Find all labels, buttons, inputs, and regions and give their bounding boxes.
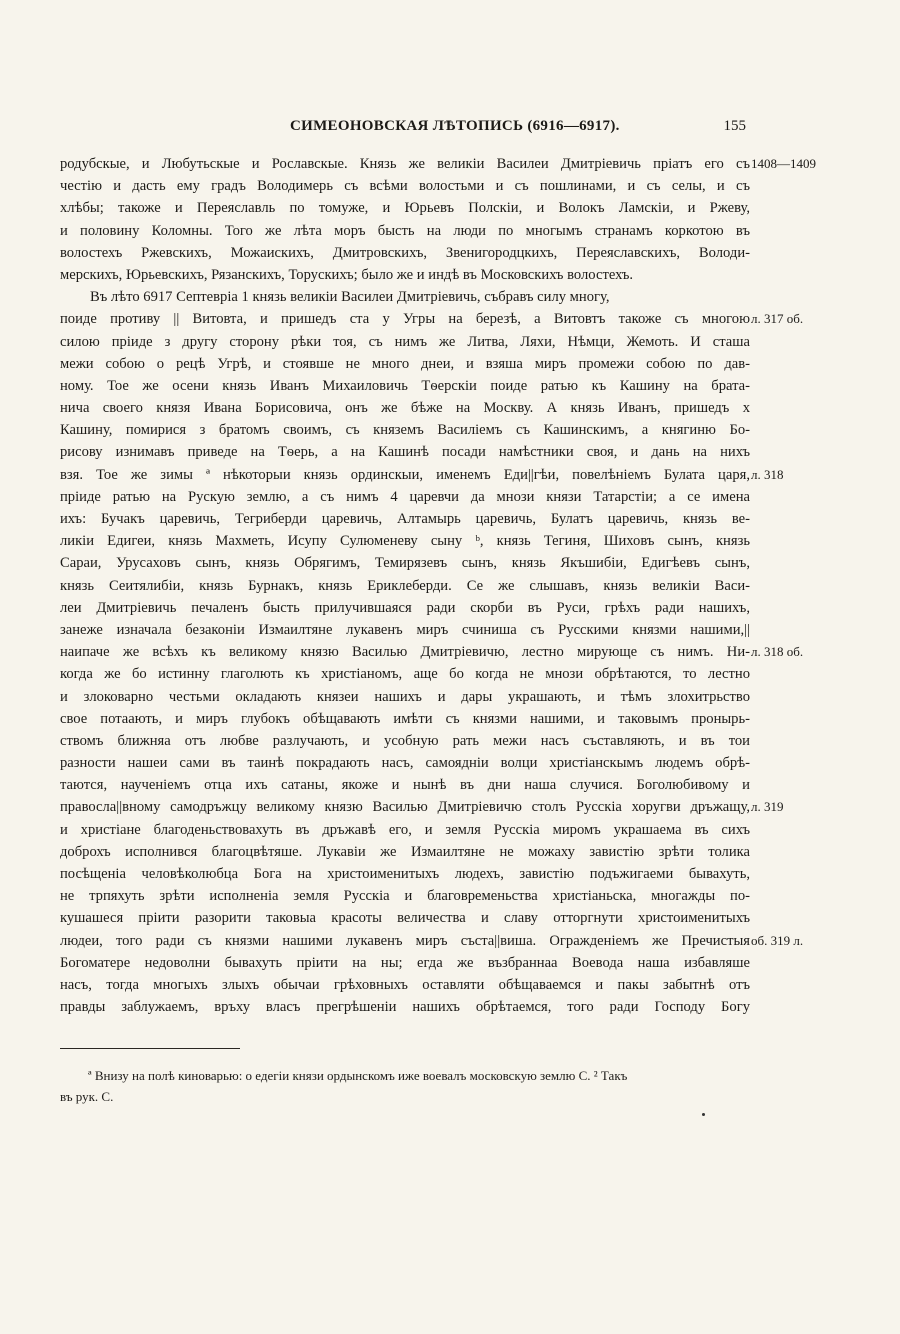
text-line (60, 419, 750, 441)
text-line (60, 375, 750, 397)
page-number: 155 (723, 118, 746, 134)
line-text: силою пріиде з другу сторону рѣки тоя, съ нимъ же Литва, Ляхи, Нѣмци, Жемоть. И сташа (60, 333, 750, 350)
text-line (60, 486, 750, 508)
text-line (60, 575, 750, 597)
text-line (60, 597, 750, 619)
text-line (60, 175, 750, 197)
text-line (60, 774, 750, 796)
text-line (60, 930, 804, 952)
margin-note: л. 317 об. (751, 311, 804, 327)
line-text: таются, наученіемъ отца ихъ сатаны, якоже и нынѣ въ дни наша случися. Боголюбивому и (60, 777, 750, 794)
line-text: и христіане благоденьствовахуть въ дръжавѣ его, и земля Русскіа миромъ украшаема въ сихъ (60, 821, 750, 838)
text-line (60, 907, 750, 929)
ink-speck (702, 1113, 705, 1116)
line-text: хлѣбы; такоже и Переяславль по томуже, и Юрьевъ Полскіи, и Волокъ Ламскіи, и Ржеву, (60, 200, 750, 217)
footnote-text: ª Внизу на полѣ киноварью: о едегіи князи ордынскомъ иже воевалъ московскую землю С. ² Такъ (88, 1068, 628, 1083)
text-line (60, 619, 750, 641)
text-line (60, 863, 750, 885)
text-line (60, 353, 750, 375)
line-text: кушашеся пріити разорити таковыа красоты величества и славу отторгнути христоименитыхъ (60, 910, 750, 927)
line-text: и злоковарно честьми окладають князеи нашихъ и дары украшають, и тѣмъ злохитрьство (60, 688, 750, 705)
margin-note: об. 319 л. (751, 932, 804, 948)
text-line (60, 464, 784, 486)
text-line (60, 286, 750, 308)
text-line (60, 841, 750, 863)
line-text: когда же бо истинну глаголють къ христіаномъ, аще бо когда не мнози обрѣтаются, то лестно (60, 666, 750, 683)
footnote-line (60, 1086, 750, 1107)
line-text: не трпяхуть зрѣти исполненіа земля Русскіа и благовременьства христіаньска, многажды по- (60, 888, 750, 905)
text-line (60, 264, 750, 286)
line-text: рисову изнимавъ приведе на Тѳерь, а на Кашинѣ посади намѣстники своя, и дань на нихъ (60, 444, 750, 461)
chronicle-text (60, 153, 816, 1018)
margin-note: л. 318 об. (751, 644, 804, 660)
footnote-text: въ рук. С. (60, 1089, 114, 1104)
text-line (60, 397, 750, 419)
text-line (60, 552, 750, 574)
line-text: волостехъ Ржевскихъ, Можаискихъ, Дмитровскихъ, Звенигородцкихъ, Переяславскихъ, Володи- (60, 244, 750, 261)
line-text: Кашину, помирися з братомъ своимъ, съ княземъ Василіемъ съ Кашинскимъ, а княгиню Бо- (60, 422, 750, 439)
line-text: ному. Тое же осени князь Иванъ Михаиловичь Тѳерскіи поиде ратью къ Кашину на брата- (60, 377, 750, 394)
line-text: насъ, тогда многыхъ злыхъ обычаи грѣховныхъ оставляти обѣщаваемся и пакы забытнѣ отъ (60, 976, 750, 993)
footnotes (60, 1065, 750, 1107)
text-line (60, 197, 750, 219)
line-text: нича своего князя Ивана Борисовича, онъ же бѣже на Москву. А князь Иванъ, пришедъ х (60, 400, 750, 417)
line-text: Богоматере недоволни бывахуть пріити на ны; егда же възбраннаа Воевода наша избавляше (60, 954, 750, 971)
text-line (60, 996, 750, 1018)
footnote-line (60, 1065, 750, 1086)
line-text: наипаче же всѣхъ къ великому князю Василью Дмитріевичю, лестно мирующе съ нимъ. Ни- (60, 644, 750, 661)
line-text: доброхъ исполнився благоцвѣтяше. Лукавіи же Измаилтяне не можаху завистію зрѣти толика (60, 843, 750, 860)
line-text: князь Сеитялибіи, князь Бурнакъ, князь Ериклеберди. Се же слышавъ, князь великіи Васи- (60, 577, 750, 594)
line-text: ликіи Едигеи, князь Махметь, Исупу Сулюменеву сыну ᵇ, князь Тегиня, Шиховъ сынъ, князь (60, 533, 750, 550)
line-text: посѣщеніа человѣколюбца Бога на христоименитыхъ людехъ, завистію подъжигаеми бывахуть, (60, 866, 750, 882)
text-line (60, 752, 750, 774)
text-line (60, 885, 750, 907)
footnote-separator (60, 1048, 240, 1049)
text-line (60, 796, 784, 818)
line-text: межи собою о рецѣ Угрѣ, и стоявше не много днеи, и взяша миръ промежи собою по дав- (60, 355, 750, 372)
line-text: занеже изначала безаконіи Измаилтяне лукавенъ миръ счиниша съ Русскими князми нашими,|| (60, 621, 750, 638)
page-header (60, 118, 750, 140)
line-text: мерскихъ, Юрьевскихъ, Рязанскихъ, Торускихъ; было же и индѣ въ Московскихъ волостехъ. (60, 266, 634, 283)
line-text: Сараи, Урусаховъ сынъ, князь Обрягимъ, Темирязевъ сынъ, князь Якъшибіи, Едигѣевъ сынъ, (60, 555, 750, 572)
text-line (60, 974, 750, 996)
line-text: пріиде ратью на Рускую землю, а съ нимъ 4 царевчи да мнози князи Татарстіи; а се имена (60, 488, 750, 505)
text-line (60, 220, 750, 242)
margin-note: л. 318 (751, 466, 784, 482)
line-text: и половину Коломны. Того же лѣта моръ бысть на люди по многымъ странамъ коркотою въ (60, 222, 750, 239)
text-line (60, 331, 750, 353)
line-text: взя. Тое же зимы ª нѣкоторыи князь ординскыи, именемъ Еди||гѣи, повелѣніемъ Булата царя, (60, 466, 750, 483)
line-text: Въ лѣто 6917 Септевріа 1 князь великіи Василеи Дмитріевичь, събравъ силу многу, (90, 289, 610, 306)
text-line (60, 441, 750, 463)
text-line (60, 819, 750, 841)
text-line (60, 686, 750, 708)
line-text: людеи, того ради съ князми нашими лукавенъ миръ съста||виша. Огражденіемъ же Пречистыя (60, 932, 750, 949)
line-text: разности нашеи сами въ таинѣ покрадають насъ, самоядніи волци христіанскымъ людемъ обрѣ- (60, 755, 750, 772)
text-line (60, 530, 750, 552)
text-line (60, 952, 750, 974)
line-text: родубскые, и Любутьскые и Рославскые. Князь же великіи Василеи Дмитріевичь пріатъ его съ (60, 156, 750, 172)
line-text: свое потаають, и миръ глубокъ обѣщавають имѣти съ князми нашими, и таковымъ пронырь- (60, 710, 750, 727)
text-line (60, 308, 804, 330)
text-line (60, 663, 750, 685)
text-line (60, 153, 816, 175)
margin-note: 1408—1409 (751, 156, 816, 171)
line-text: поиде противу || Витовта, и пришедъ ста у Угры на березѣ, а Витовтъ такоже съ многою (60, 311, 750, 328)
text-line (60, 508, 750, 530)
line-text: ихъ: Бучакъ царевичь, Тегриберди царевичь, Алтамырь царевичь, Булатъ царевичь, князь ве- (60, 511, 750, 527)
line-text: леи Дмитріевичь печаленъ бысть прилучившаяся ради скорби въ Руси, грѣхъ ради нашихъ, (60, 599, 750, 616)
text-line (60, 641, 804, 663)
running-title: СИМЕОНОВСКАЯ ЛѢТОПИСЬ (6916—6917). (290, 118, 620, 134)
text-line (60, 708, 750, 730)
text-line (60, 242, 750, 264)
text-line (60, 730, 750, 752)
line-text: ствомъ ближняа отъ любве разлучають, и усобную рать межи насъ съставляють, и въ тои (60, 732, 750, 749)
margin-note: л. 319 (751, 799, 784, 815)
line-text: правосла||вному самодръжцу великому князю Василью Дмитріевичю столъ Русскіа хоругви дръжащу, (60, 799, 750, 816)
line-text: правды заблужаемъ, връху власъ прегрѣшеніи нашихъ обрѣтаемся, того ради Господу Богу (60, 999, 750, 1016)
line-text: честію и дасть ему градъ Володимерь съ всѣми волостьми и съ пошлинами, и съ селы, и съ (60, 178, 750, 195)
